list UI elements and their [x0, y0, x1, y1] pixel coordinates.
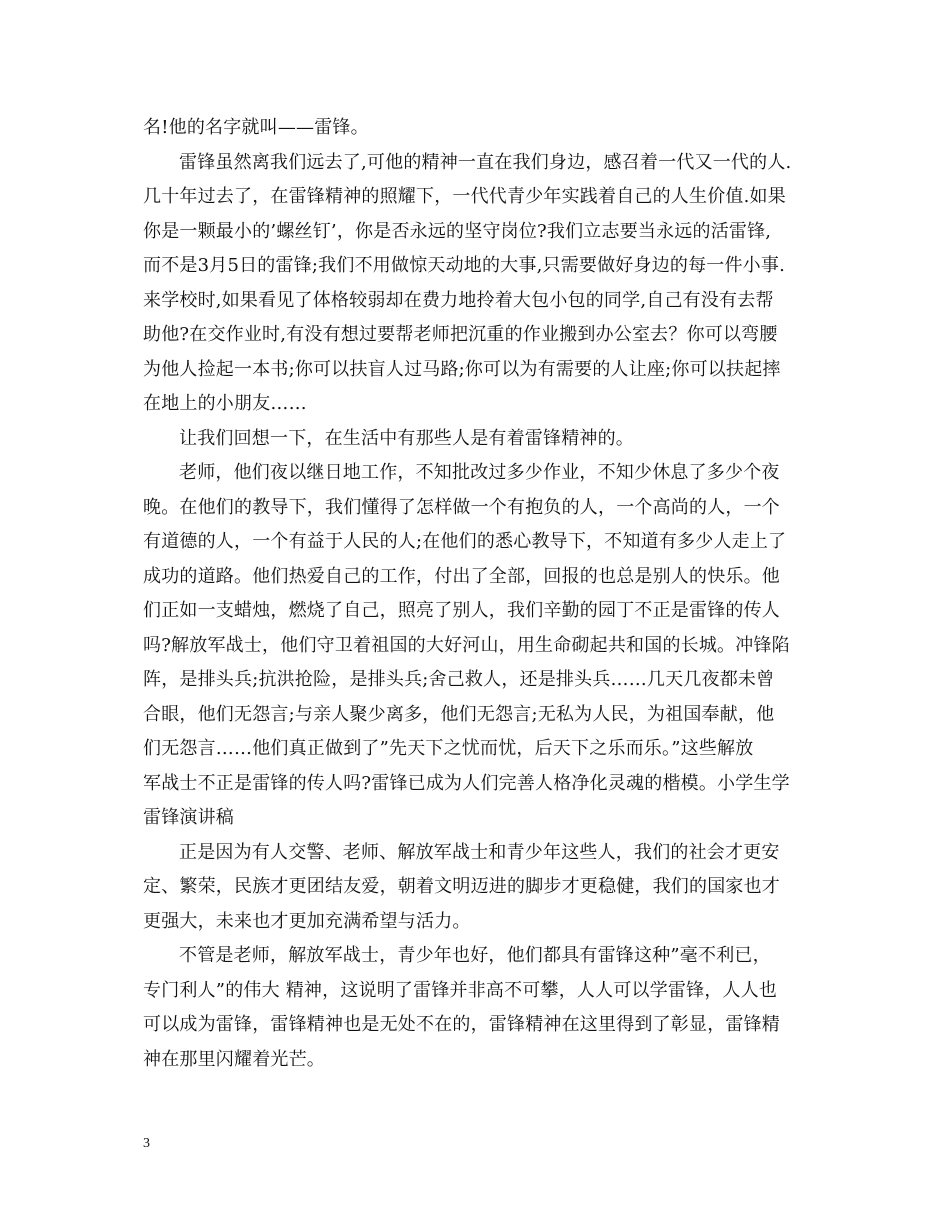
text-line: 神在那里闪耀着光芒。	[143, 1048, 325, 1070]
text-line: 成功的道路。他们热爱自己的工作，付出了全部，回报的也总是别人的快乐。他	[143, 565, 780, 587]
text-line: 几十年过去了，在雷锋精神的照耀下，一代代青少年实践着自己的人生价值.如果	[143, 186, 786, 207]
text-line: 可以成为雷锋，雷锋精神也是无处不在的，雷锋精神在这里得到了彰显，雷锋精	[143, 1014, 780, 1035]
text-line: 在地上的小朋友……	[143, 393, 307, 414]
text-line: 阵，是排头兵;抗洪抢险，是排头兵;舍己救人，还是排头兵……几天几夜都未曾	[143, 669, 775, 690]
text-line: 而不是3月5日的雷锋;我们不用做惊天动地的大事,只需要做好身边的每一件小事.	[143, 255, 786, 276]
document-body	[143, 111, 811, 1077]
text-line: 们无怨言……他们真正做到了”先天下之忧而忧，后天下之乐而乐。”这些解放	[143, 738, 754, 759]
text-line: 你是一颗最小的’螺丝钉’，你是否永远的坚守岗位?我们立志要当永远的活雷锋,	[143, 220, 772, 242]
text-line: 不管是老师，解放军战士，青少年也好，他们都具有雷锋这种”毫不利已，	[179, 945, 771, 966]
text-line: 有道德的人，一个有益于人民的人;在他们的悉心教导下，不知道有多少人走上了	[143, 531, 787, 552]
text-line: 雷锋虽然离我们远去了,可他的精神一直在我们身边，感召着一代又一代的人.	[179, 151, 792, 173]
text-line: 助他?在交作业时,有没有想过要帮老师把沉重的作业搬到办公室去？你可以弯腰	[143, 324, 778, 345]
text-line: 更强大，未来也才更加充满希望与活力。	[143, 910, 471, 932]
text-line: 雷锋演讲稿	[143, 807, 234, 828]
text-line: 合眼，他们无怨言;与亲人聚少离多，他们无怨言;无私为人民，为祖国奉献，他	[143, 703, 775, 725]
page-number: 3	[143, 1136, 150, 1151]
text-line: 名!他的名字就叫——雷锋。	[143, 117, 369, 138]
text-line: 军战士不正是雷锋的传人吗?雷锋已成为人们完善人格净化灵魂的楷模。小学生学	[143, 772, 790, 794]
text-line: 正是因为有人交警、老师、解放军战士和青少年这些人，我们的社会才更安	[179, 841, 780, 863]
text-line: 晚。在他们的教导下，我们懂得了怎样做一个有抱负的人，一个高尚的人，一个	[143, 496, 780, 518]
text-line: 专门利人”的伟大 精神，这说明了雷锋并非高不可攀，人人可以学雷锋，人人也	[143, 979, 778, 1001]
text-line: 老师，他们夜以继日地工作，不知批改过多少作业，不知少休息了多少个夜	[179, 462, 780, 483]
text-line: 让我们回想一下，在生活中有那些人是有着雷锋精神的。	[179, 427, 634, 449]
text-line: 定、繁荣，民族才更团结友爱，朝着文明迈进的脚步才更稳健，我们的国家也才	[143, 876, 780, 897]
text-line: 来学校时,如果看见了体格较弱却在费力地拎着大包小包的同学,自己有没有去帮	[143, 289, 774, 311]
text-line: 为他人捡起一本书;你可以扶盲人过马路;你可以为有需要的人让座;你可以扶起摔	[143, 358, 781, 380]
text-line: 们正如一支蜡烛，燃烧了自己，照亮了别人，我们辛勤的园丁不正是雷锋的传人	[143, 600, 780, 621]
text-line: 吗?解放军战士，他们守卫着祖国的大好河山，用生命砌起共和国的长城。冲锋陷	[143, 634, 790, 656]
